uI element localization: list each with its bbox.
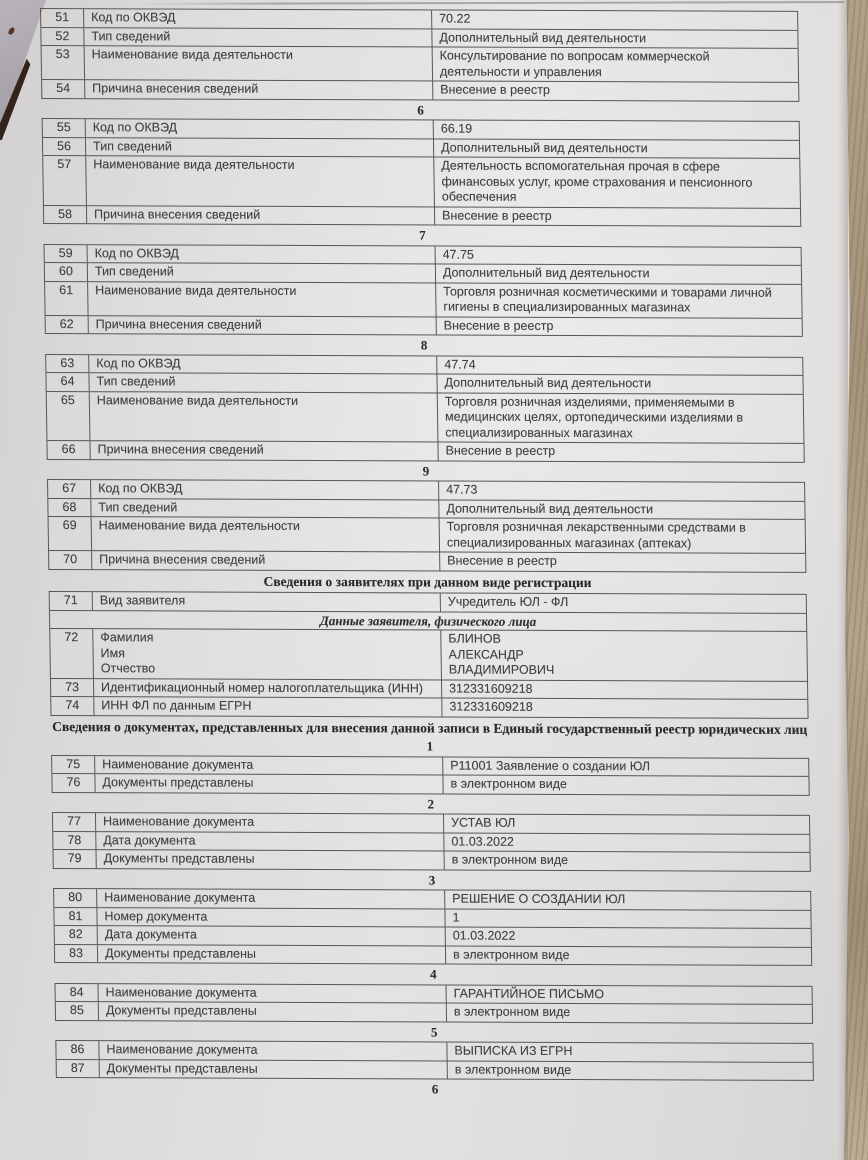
row-number: 64 (60, 374, 75, 389)
row-number: 56 (56, 138, 72, 153)
document-table-1 (51, 755, 810, 796)
row-number: 72 (64, 630, 79, 645)
document-number: 6 (431, 1081, 439, 1097)
section-number: 7 (419, 227, 426, 243)
table-row (41, 9, 797, 29)
row-value: в электронном виде (445, 946, 811, 965)
row-value: 47.75 (435, 246, 801, 265)
table-row (55, 925, 811, 946)
row-label: Тип сведений (88, 373, 436, 392)
row-number: 78 (67, 832, 82, 847)
row-label: Наименование документа (98, 1041, 446, 1060)
row-label: Причина внесения сведений (91, 551, 439, 570)
okved-table-6 (42, 118, 802, 227)
row-label: Дата документа (97, 926, 445, 945)
row-value: Дополнительный вид деятельности (435, 265, 801, 284)
okved-table-5 (40, 8, 799, 101)
okved-table-7 (44, 244, 803, 337)
row-label: Дата документа (95, 832, 443, 851)
row-number: 81 (68, 908, 83, 923)
row-number: 69 (62, 518, 77, 533)
document-sheet (40, 7, 814, 1100)
table-row (55, 984, 811, 1004)
row-label: Тип сведений (85, 138, 433, 157)
row-value: ВЫПИСКА ИЗ ЕГРН (446, 1043, 812, 1062)
table-row (49, 516, 806, 553)
table-row (54, 889, 810, 909)
table-row (49, 550, 805, 571)
table-row (52, 756, 808, 776)
table-row (50, 592, 806, 612)
document-table-3 (53, 888, 812, 966)
row-label: Наименование вида деятельности (85, 156, 434, 206)
row-number: 74 (65, 698, 80, 713)
row-value: в электронном виде (446, 1004, 812, 1023)
table-row (48, 498, 804, 519)
row-label: Код по ОКВЭД (85, 119, 433, 138)
table-row (46, 315, 802, 336)
row-value: РЕШЕНИЕ О СОЗДАНИИ ЮЛ (444, 891, 810, 910)
row-number: 85 (69, 1003, 84, 1018)
table-row (50, 610, 806, 631)
okved-table-8 (45, 354, 805, 463)
row-value: Внесение в реестр (439, 553, 805, 572)
table-row (45, 262, 801, 283)
row-number: 65 (60, 392, 75, 407)
row-value: Внесение в реестр (436, 317, 802, 336)
row-label: Наименование документа (95, 813, 443, 832)
row-label: Наименование вида деятельности (87, 282, 436, 316)
document-number: 3 (428, 871, 436, 887)
row-label: Номер документа (96, 908, 444, 927)
row-value: Консультирование по вопросам коммерческой деятельности и управления (432, 48, 799, 82)
table-row (45, 245, 801, 265)
row-label: Наименование документа (96, 889, 444, 908)
row-label: Документы представлены (98, 1002, 446, 1021)
row-value: в электронном виде (447, 1061, 813, 1080)
row-label: Документы представлены (94, 774, 442, 793)
row-value: Дополнительный вид деятельности (436, 375, 802, 394)
document-number: 2 (427, 795, 435, 811)
row-number: 67 (62, 481, 77, 496)
row-value: в электронном виде (444, 852, 810, 871)
table-row (43, 119, 799, 139)
table-row (42, 79, 798, 100)
table-row (41, 27, 797, 48)
row-number: 73 (65, 679, 80, 694)
document-table-2 (52, 812, 811, 871)
row-number: 57 (57, 157, 72, 172)
row-label: Код по ОКВЭД (83, 9, 431, 28)
row-number: 54 (56, 81, 71, 96)
table-row (50, 628, 807, 680)
row-number: 55 (56, 120, 71, 135)
row-value: в электронном виде (442, 776, 808, 795)
row-number: 61 (59, 282, 74, 297)
row-label: Документы представлены (96, 850, 444, 869)
row-number: 66 (61, 442, 76, 457)
row-number: 62 (59, 316, 74, 331)
table-row (46, 355, 802, 375)
table-row (51, 696, 807, 717)
table-row (44, 205, 800, 226)
row-value: 01.03.2022 (443, 833, 809, 852)
okved-table-9 (47, 479, 806, 572)
table-row (53, 831, 809, 852)
table-row (47, 440, 803, 461)
row-label: Тип сведений (83, 28, 431, 47)
row-number: 84 (69, 984, 84, 999)
row-label: Тип сведений (87, 263, 435, 282)
table-row (56, 1041, 812, 1061)
table-row (55, 944, 811, 965)
row-value: Дополнительный вид деятельности (438, 500, 804, 519)
row-value: Деятельность вспомогательная прочая в сфере финансовых услуг, кроме страхования и пенсионного обеспечения (433, 158, 800, 208)
row-number: 60 (58, 264, 73, 279)
row-label: Документы представлены (97, 945, 445, 964)
row-value: Торговля розничная косметическими и товарами личной гигиены в специализированных магазинах (435, 283, 802, 317)
row-value: 47.73 (438, 482, 804, 501)
row-label: Тип сведений (90, 499, 438, 518)
row-label: Вид заявителя (92, 592, 440, 611)
row-number: 77 (67, 814, 82, 829)
row-value: Внесение в реестр (437, 443, 803, 462)
row-value: 312331609218 (441, 699, 807, 718)
table-row (43, 137, 799, 158)
table-row (43, 155, 800, 207)
row-value: 70.22 (431, 11, 797, 30)
documents-section-heading: Сведения о документах, представленных для внесения данной записи в Единый государственный реестр юридических лиц (52, 718, 808, 737)
row-value: Р11001 Заявление о создании ЮЛ (442, 757, 808, 776)
section-number: 8 (420, 337, 428, 353)
document-table-4 (54, 983, 813, 1024)
row-value: 66.19 (433, 121, 799, 140)
row-label: Причина внесения сведений (89, 441, 437, 460)
row-label: ИНН ФЛ по данным ЕГРН (93, 697, 441, 716)
row-number: 80 (68, 890, 83, 905)
table-row (51, 678, 807, 699)
row-label: Причина внесения сведений (84, 80, 432, 99)
row-value: Дополнительный вид деятельности (433, 139, 799, 158)
row-number: 76 (66, 775, 81, 790)
applicants-table (49, 591, 809, 718)
row-number: 68 (62, 499, 77, 514)
row-label: Причина внесения сведений (88, 316, 436, 335)
row-value: БЛИНОВ АЛЕКСАНДР ВЛАДИМИРОВИЧ (440, 631, 807, 681)
row-value: 1 (444, 909, 810, 928)
row-number: 63 (60, 355, 75, 370)
table-row (57, 1059, 813, 1080)
document-table-5 (55, 1040, 814, 1081)
table-row (42, 45, 799, 82)
table-row (53, 813, 809, 833)
section-number: 6 (417, 101, 424, 117)
row-value: Внесение в реестр (432, 82, 798, 101)
row-value: Внесение в реестр (434, 207, 800, 226)
document-number: 1 (426, 738, 434, 754)
row-number: 86 (70, 1042, 85, 1057)
row-value: 312331609218 (441, 680, 807, 699)
table-row (48, 480, 804, 500)
table-row (52, 773, 808, 794)
row-label: Наименование вида деятельности (89, 392, 438, 442)
document-number: 5 (430, 1023, 438, 1039)
section-number: 9 (422, 462, 430, 478)
row-number: 53 (55, 47, 70, 62)
row-value: 47.74 (436, 356, 802, 375)
row-number: 75 (66, 756, 81, 771)
row-label: Идентификационный номер налогоплательщика (ИНН) (93, 679, 441, 698)
row-value: Дополнительный вид деятельности (431, 29, 797, 48)
table-row (46, 372, 802, 393)
row-number: 51 (55, 10, 70, 25)
row-number: 82 (68, 927, 83, 942)
row-label: Фамилия Имя Отчество (92, 629, 441, 679)
row-label: Наименование документа (97, 984, 445, 1003)
row-value: Торговля розничная изделиями, применяемыми в медицинских целях, ортопедическими изделиями в специализированных магазинах (437, 393, 804, 443)
table-row (54, 907, 810, 928)
row-label: Наименование документа (94, 756, 442, 775)
row-label: Наименование вида деятельности (91, 517, 440, 551)
table-row (45, 281, 802, 318)
row-number: 71 (63, 593, 78, 608)
row-label: Код по ОКВЭД (87, 245, 435, 264)
row-label: Код по ОКВЭД (90, 480, 438, 499)
row-value: Учредитель ЮЛ - ФЛ (440, 594, 806, 613)
row-label: Документы представлены (99, 1060, 447, 1079)
row-number: 70 (63, 552, 78, 567)
table-row (56, 1001, 812, 1022)
row-number: 87 (70, 1060, 85, 1075)
row-value: 01.03.2022 (445, 928, 811, 947)
row-number: 58 (58, 206, 73, 221)
row-number: 59 (58, 245, 73, 260)
table-row (53, 849, 809, 870)
row-number: 52 (55, 28, 70, 43)
row-number: 83 (68, 945, 84, 960)
row-label: Причина внесения сведений (86, 206, 434, 225)
table-row (47, 391, 804, 443)
previous-table-edge-line (138, 1, 844, 5)
row-value: Торговля розничная лекарственными средствами в специализированных магазинах (аптеках) (439, 519, 806, 553)
document-number: 4 (429, 966, 437, 982)
applicant-subheading: Данные заявителя, физического лица (319, 612, 537, 629)
paper-edge-shadow (838, 0, 848, 1160)
row-value: ГАРАНТИЙНОЕ ПИСЬМО (446, 985, 812, 1004)
row-label: Код по ОКВЭД (88, 355, 436, 374)
row-value: УСТАВ ЮЛ (443, 815, 809, 834)
row-number: 79 (67, 851, 82, 866)
row-label: Наименование вида деятельности (84, 46, 433, 80)
applicants-section-heading: Сведения о заявителях при данном виде регистрации (263, 573, 592, 590)
